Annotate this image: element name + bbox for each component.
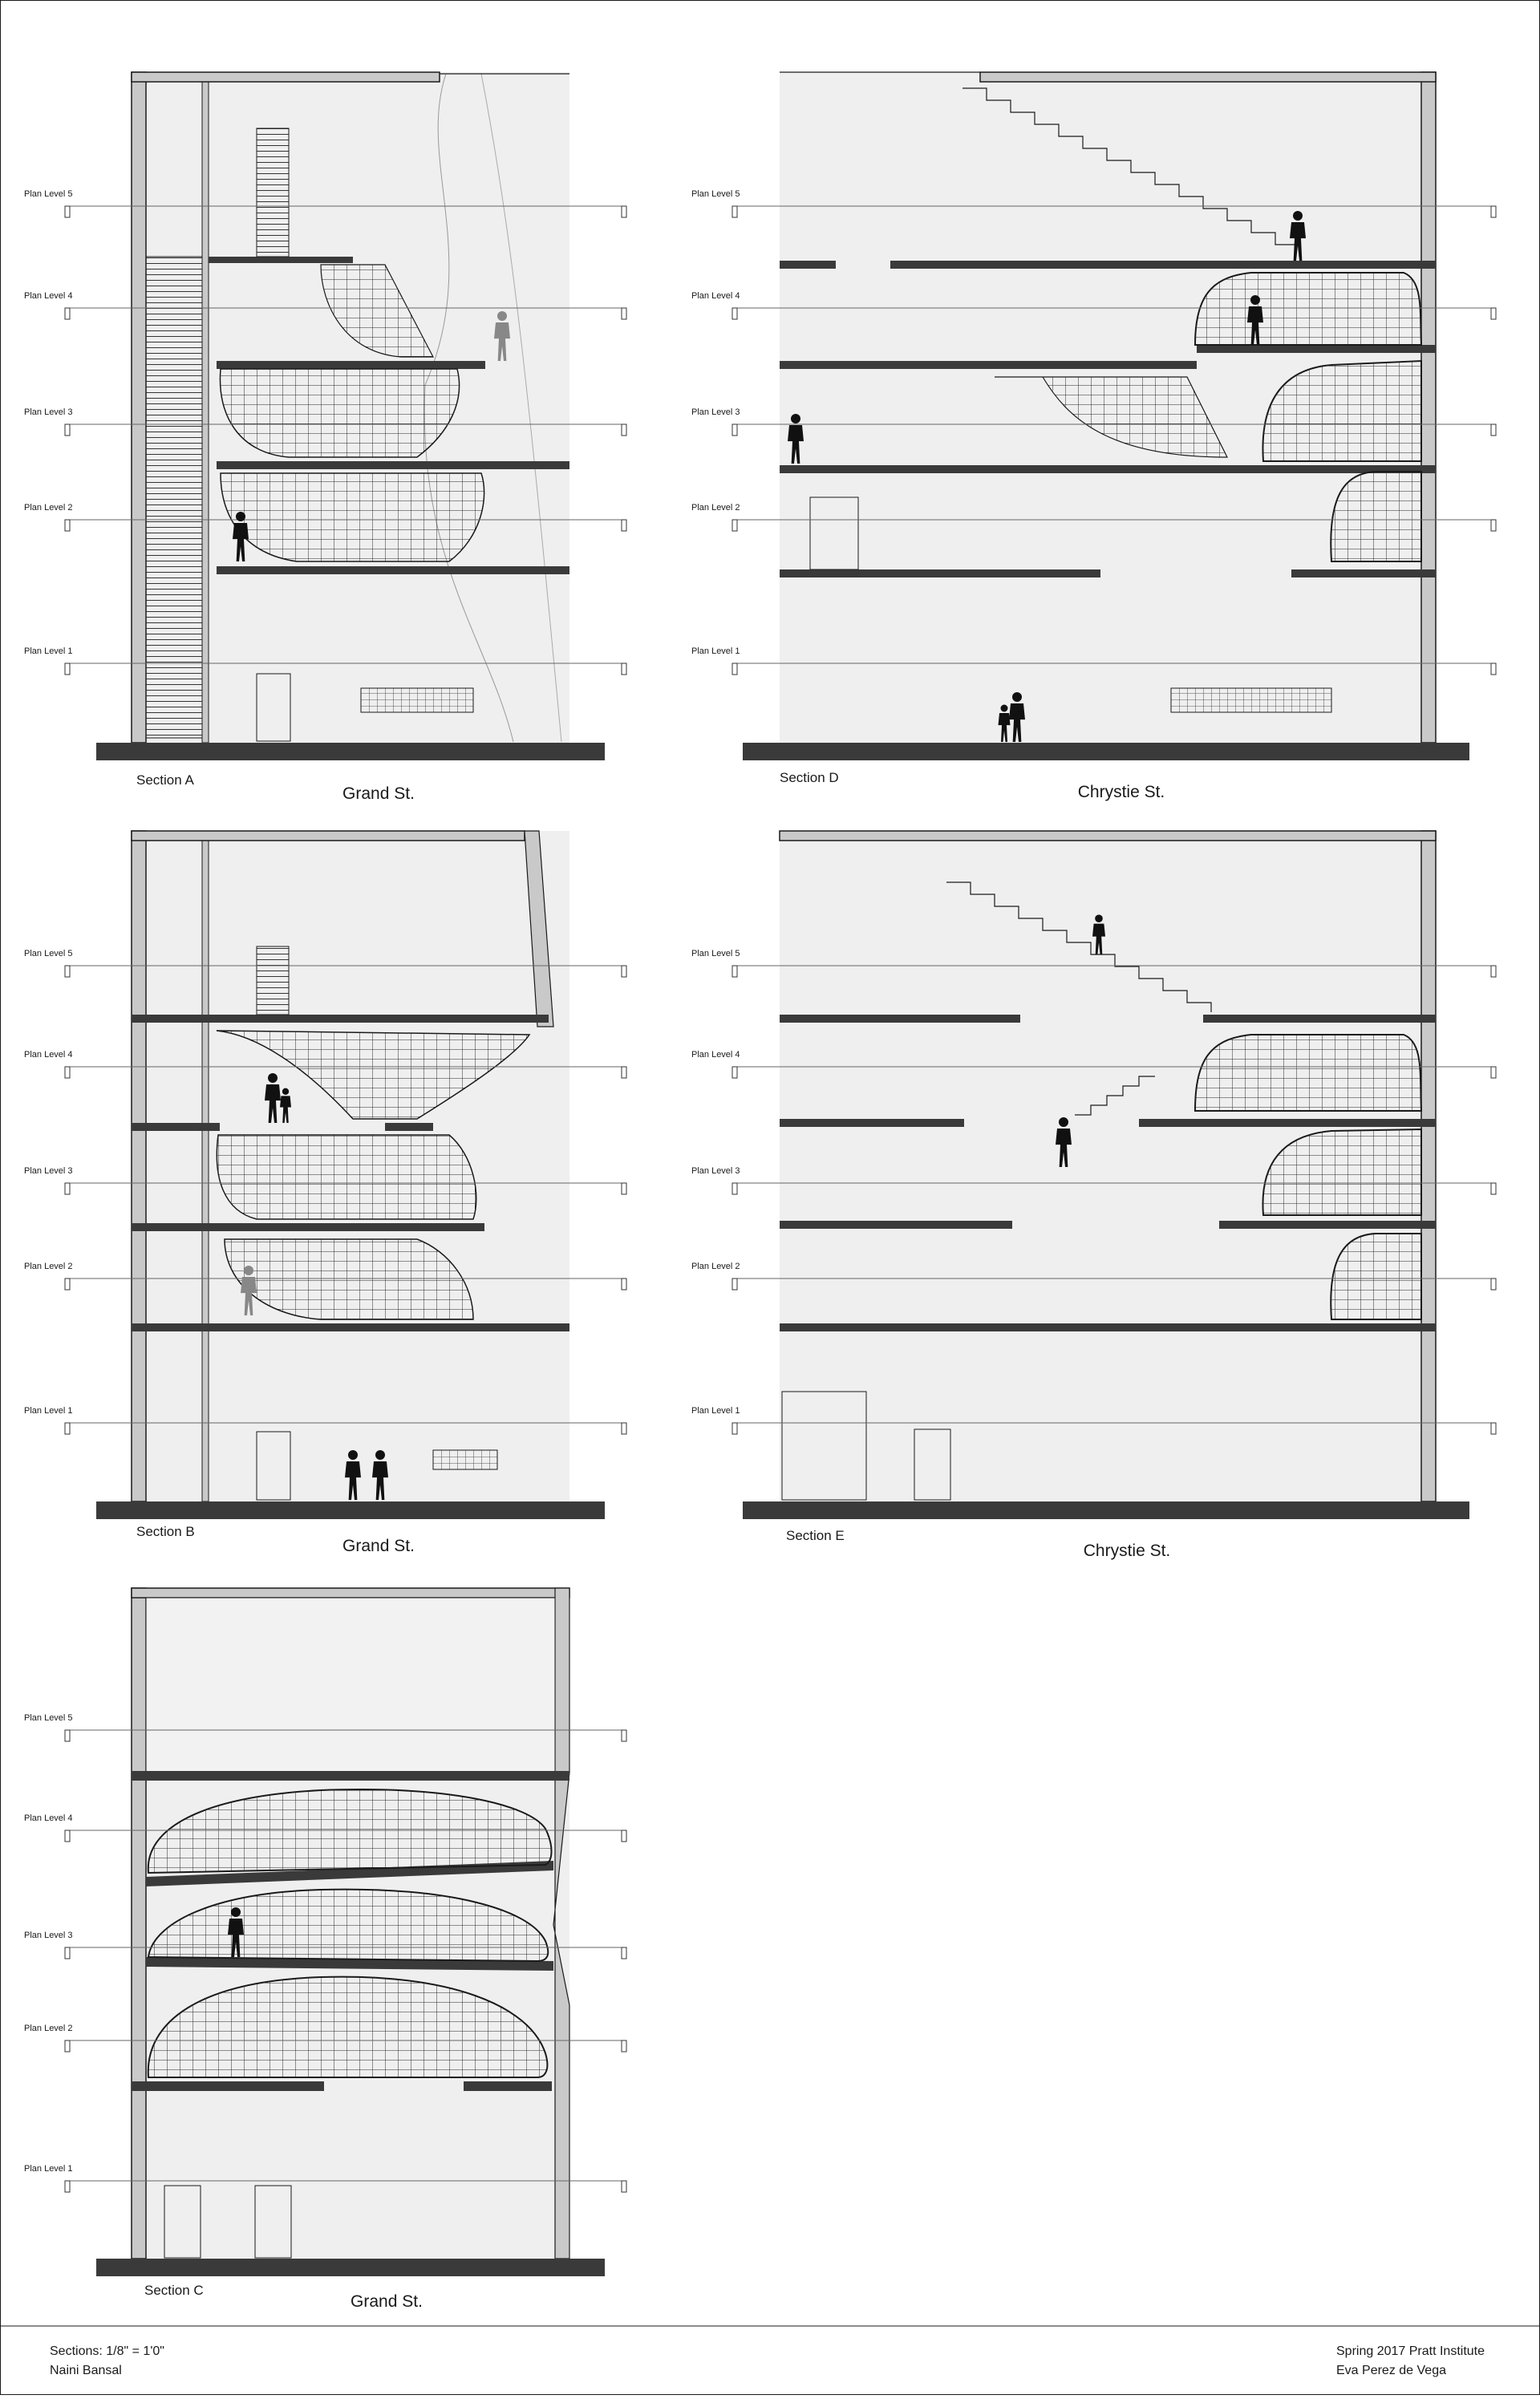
section-a-drawing <box>96 72 605 760</box>
section-d-drawing <box>743 72 1469 760</box>
level-label: Plan Level 5 <box>691 949 740 958</box>
level-label: Plan Level 2 <box>24 503 73 513</box>
section-e-drawing <box>743 831 1469 1519</box>
level-label: Plan Level 2 <box>691 503 740 513</box>
level-label: Plan Level 4 <box>24 1050 73 1060</box>
level-label: Plan Level 5 <box>24 1713 73 1723</box>
section-d-label: Section D <box>780 770 839 785</box>
section-b-street: Grand St. <box>342 1537 415 1555</box>
level-label: Plan Level 1 <box>691 1406 740 1416</box>
section-e-label: Section E <box>786 1528 845 1543</box>
level-label: Plan Level 5 <box>24 949 73 958</box>
footer-term: Spring 2017 Pratt Institute <box>1336 2344 1485 2358</box>
level-label: Plan Level 4 <box>691 291 740 301</box>
level-label: Plan Level 3 <box>24 1931 73 1940</box>
footer-author: Naini Bansal <box>50 2364 122 2377</box>
level-label: Plan Level 1 <box>24 2164 73 2174</box>
section-c-drawing <box>96 1588 605 2276</box>
footer-instructor: Eva Perez de Vega <box>1336 2364 1446 2377</box>
footer-scale: Sections: 1/8" = 1'0" <box>50 2344 164 2358</box>
level-label: Plan Level 5 <box>691 189 740 199</box>
level-label: Plan Level 1 <box>24 646 73 656</box>
level-label: Plan Level 1 <box>24 1406 73 1416</box>
level-label: Plan Level 4 <box>24 1813 73 1823</box>
level-label: Plan Level 2 <box>691 1262 740 1271</box>
level-label: Plan Level 2 <box>24 2024 73 2033</box>
level-label: Plan Level 5 <box>24 189 73 199</box>
level-label: Plan Level 1 <box>691 646 740 656</box>
section-a-street: Grand St. <box>342 784 415 803</box>
section-b-drawing <box>96 831 605 1519</box>
section-c-street: Grand St. <box>351 2292 423 2311</box>
level-label: Plan Level 3 <box>691 407 740 417</box>
section-c-label: Section C <box>144 2283 204 2298</box>
section-b-label: Section B <box>136 1524 195 1539</box>
section-a-label: Section A <box>136 772 194 788</box>
section-e-street: Chrystie St. <box>1083 1542 1171 1560</box>
level-label: Plan Level 3 <box>24 1166 73 1176</box>
section-d-street: Chrystie St. <box>1077 783 1165 801</box>
level-label: Plan Level 2 <box>24 1262 73 1271</box>
level-label: Plan Level 4 <box>691 1050 740 1060</box>
level-label: Plan Level 3 <box>691 1166 740 1176</box>
level-label: Plan Level 3 <box>24 407 73 417</box>
level-label: Plan Level 4 <box>24 291 73 301</box>
